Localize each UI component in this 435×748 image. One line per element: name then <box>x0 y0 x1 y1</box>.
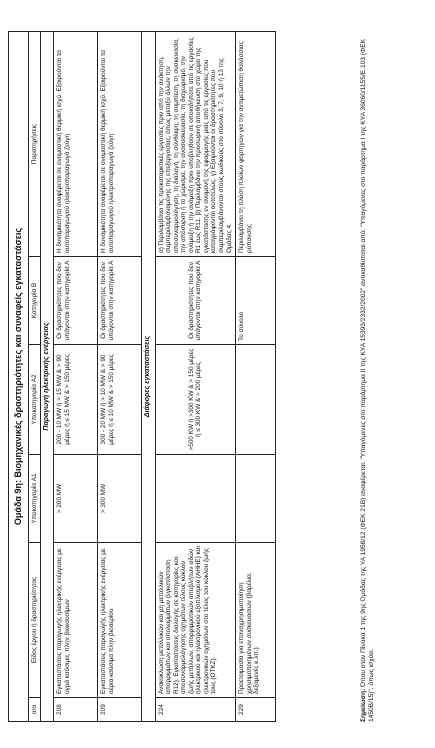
row-num: 229 <box>236 698 276 722</box>
row-type: Εγκαταστάσεις παραγωγής ηλεκτρικής ενέργειας με υγρά καύσιμα, πλην βιοκαυσίμων <box>54 543 98 698</box>
header-row <box>28 31 41 721</box>
header-notes: Παρατηρήσεις <box>28 31 41 256</box>
header-type: Είδος έργου ή δραστηριότητας <box>28 543 41 698</box>
header-a1: Υποκατηγορία A1 <box>28 455 41 543</box>
section-power: Παραγωγή ηλεκτρικής ενέργειας <box>41 31 54 721</box>
row-type: Εγκαταστάσεις παραγωγής ηλεκτρικής ενέργειας με αέρια καύσιμα πλην βιοαερίου <box>98 543 142 698</box>
header-num: α/α <box>28 698 41 722</box>
row-type: Ανακύκλωση μεταλλικών και μη μεταλλικών απορριμμάτων και υπολειμμάτων (εγκατάσταση R12). Εγκαταστάσεις διαλογής σε κατηγορίες και αποσυναρμολόγησης οχημάτων τέλους κύκλου ζωής μετάλλων, απορριμματικών αποβλήτων ειδών ηλεκτρικού και ηλεκτρονικού εξοπλισμού (ΑΗΗΕ) και ηλεκτρονικών οχημάτων στο τέλος του κύκλου ζωής τους (ΟΤΚΖ). <box>155 543 235 698</box>
row-notes: Η δυναμικότητα αναφέρεται σε ονομαστική θερμική ισχύ. Εξαιρούνται τα αυτοπαραγωγού ηλεκτροπαραγωγά ζεύγη <box>98 31 142 256</box>
rotated-document <box>8 32 388 722</box>
section-misc: Διάφορες εγκαταστάσεις <box>142 31 155 721</box>
row-a2: >500 KW ή >300 KW & > 150 μέρες ή ≤ 300 KW & > 200 μέρες <box>155 345 235 455</box>
header-b: Κατηγορία Β <box>28 257 41 345</box>
table-row <box>98 31 142 721</box>
row-num: 209 <box>98 698 142 722</box>
row-b: Οι δραστηριότητες που δεν υπάγονται στην κατηγορία Α <box>155 257 235 345</box>
row-b: Οι δραστηριότητες που δεν υπάγονται στην κατηγορία Α <box>98 257 142 345</box>
row-b: Το σύνολο <box>236 257 276 345</box>
header-a2: Υποκατηγορία A2 <box>28 345 41 455</box>
footnote-text: Όπου στον Πίνακα 1 της 9ης Ομάδας της ΥΑ 1958/12 (ΦΕΚ 21Β) αναφέρεται: "Υπαγόμενες στο παράρτημα ΙΙ της ΚΥΑ 15393/2332/2002" αντικαθίσταται από: "Υπαγόμενες στο παράρτημα Ι της ΚΥΑ 36060/1155/Ε.103 (ΦΕΚ 1450Β/15)", όπως ισχύει. <box>360 38 376 722</box>
footnote-label: Σημείωση: <box>360 688 367 722</box>
row-num: 224 <box>155 698 235 722</box>
row-b: Οι δραστηριότητες που δεν υπάγονται στην κατηγορία Α <box>54 257 98 345</box>
table-row <box>155 31 235 721</box>
row-a2: 200 - 10 MW ή > 15 MW & > 90 μέρες ή ≤ 15 MW & > 150 μέρες <box>54 345 98 455</box>
row-a1: > 200 MW <box>54 455 98 543</box>
row-a1 <box>236 455 276 543</box>
table-row <box>54 31 98 721</box>
row-a1 <box>155 455 235 543</box>
row-num: 208 <box>54 698 98 722</box>
row-notes: Περιλαμβάνει τη πλύση πλοίων φορτηγών για την αντιμετώπιση θαλάσσιας ρύπανσης <box>236 31 276 256</box>
footnote <box>360 32 376 722</box>
activities-table <box>8 31 276 722</box>
row-notes: α) Περιλαμβάνει τις προκαταρκτικές εργασίες πριν από την ανάκτηση, συμπεριλαμβανομένης της επεξεργασίας, όπως μεταξύ άλλων την αποσυναρμολόγηση, τη διαλογή, τη σύνθλιψη, τη συμπίεση, τη συσκευασία, την απόσυρση ή το χώρισμα, την ανασυσκευασία, τη διαχωρισμό, την ανάμειξη ή την ανάμειξη πριν υποβληθούν σε οποιαδήποτε από τις εργασίες R1 έως R11. β) Περιλαμβάνει την προσωρινή αποθήκευση στο χώρο της εγκατάστασης εν αναμονή της εφαρμογής μιας από τις εργασίες που καταγράφονται αυτοτελώς. γ) Εξαιρούνται οι δραστηριότητες που συμπεριλαμβάνονται στους κωδικούς στο σύνολο 3, 7, 9, 10 ή 13 της Ομάδας 4. <box>155 31 235 256</box>
row-a1: > 300 MW <box>98 455 142 543</box>
row-a2: 300 - 20 MW ή > 10 MW & > 90 μέρες ή ≤ 10 MW & > 150 μέρες <box>98 345 142 455</box>
row-type: Προετοιμασία για επαναχρησιμοποίηση χρησιμοποιημένων συσκευασιών (βαρέλια, δεξαμενές κ.λπ.) <box>236 543 276 698</box>
table-title: Ομάδα 9η: Βιομηχανικές δραστηριότητες και συναφείς εγκαταστάσεις <box>9 31 29 721</box>
table-row <box>236 31 276 721</box>
row-notes: Η δυναμικότητα αναφέρεται σε ονομαστική θερμική ισχύ. Εξαιρούνται τα αυτοπαραγωγού ηλεκτροπαραγωγά ζεύγη <box>54 31 98 256</box>
row-a2 <box>236 345 276 455</box>
